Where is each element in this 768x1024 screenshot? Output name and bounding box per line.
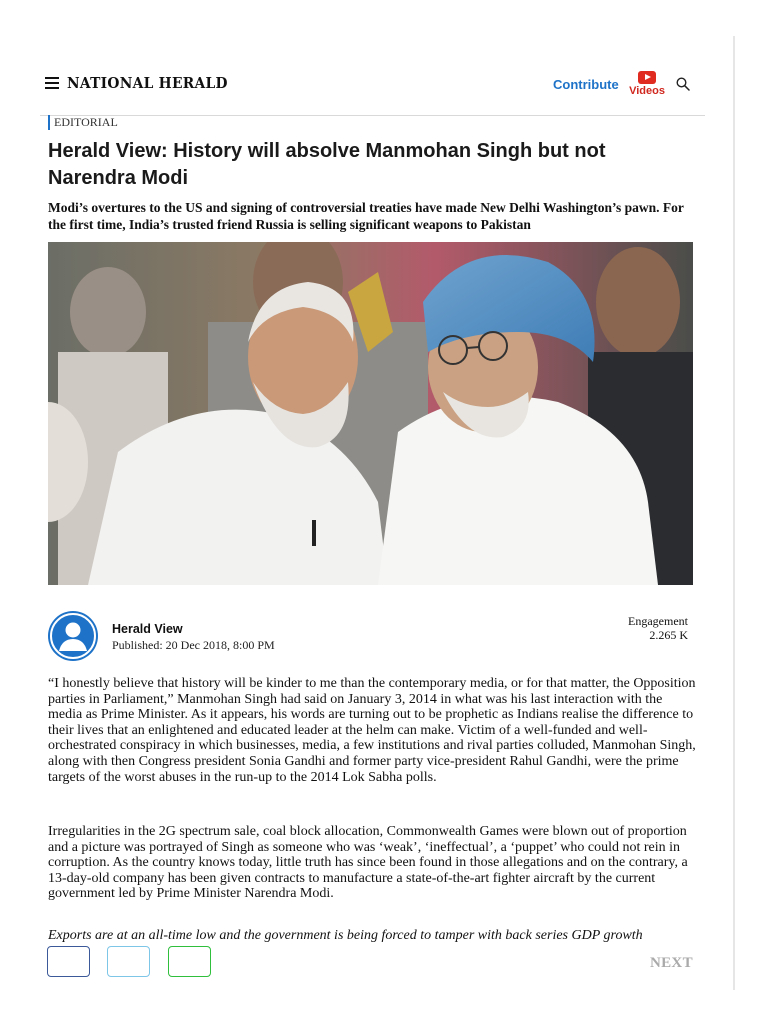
article-paragraph: Irregularities in the 2G spectrum sale, coal block allocation, Commonwealth Games were blown out of proportion and a picture was portrayed of Singh as someone who was ‘weak’, ‘ineffectual’, a ‘puppet’ who could not rein in corruption. As the country knows today, little truth has since been found in those allegations and on the contrary, a 13-day-old company has been given contracts to manufacture a state-of-the-art fighter aircraft by the current government led by Prime Minister Narendra Modi. [48, 824, 688, 902]
article-hero-image [48, 242, 693, 585]
whatsapp-share-button[interactable] [168, 946, 211, 977]
engagement-stat [600, 614, 688, 642]
published-date: Published: 20 Dec 2018, 8:00 PM [112, 638, 275, 652]
videos-label: Videos [629, 85, 665, 97]
author-avatar[interactable] [48, 611, 98, 661]
videos-link[interactable] [627, 71, 667, 99]
article-headline: Herald View: History will absolve Manmohan Singh but not Narendra Modi [48, 140, 606, 189]
article-paragraph: “I honestly believe that history will be kinder to me than the contemporary media, or for that matter, the Opposition parties in Parliament,” Manmohan Singh had said on January 3, 2014 in what was his last interaction with the media as Prime Minister. As it appears, his words are turning out to be prophetic as Indians realise the difference to their lives that an enlightened and educated leader at the helm can make. Victim of a well-funded and well-orchestrated conspiracy in which businesses, media, a few institutions and rival parties colluded, Manmohan Singh, along with then Congress president Sonia Gandhi and former party vice-president Rahul Gandhi, were the prime targets of the worst abuses in the run-up to the 2014 Lok Sabha polls. [48, 676, 696, 785]
author-name[interactable]: Herald View [112, 622, 183, 636]
search-icon[interactable] [676, 77, 690, 91]
engagement-value: 2.265 K [649, 628, 688, 642]
page-edge-divider [733, 36, 735, 990]
header-divider [40, 115, 705, 116]
facebook-share-button[interactable] [47, 946, 90, 977]
next-article-button[interactable]: NEXT [650, 955, 693, 971]
youtube-icon [638, 71, 656, 84]
article-paragraph: Exports are at an all-time low and the government is being forced to tamper with back series GDP growth [48, 928, 643, 942]
contribute-link[interactable]: Contribute [553, 77, 619, 92]
twitter-share-button[interactable] [107, 946, 150, 977]
engagement-label: Engagement [628, 614, 688, 628]
article-standfirst: Modi’s overtures to the US and signing of controversial treaties have made New Delhi Washington’s pawn. For the first time, India’s trusted friend Russia is selling significant weapons to Pakistan [48, 200, 684, 232]
menu-icon[interactable] [45, 77, 59, 89]
section-label[interactable]: EDITORIAL [48, 115, 118, 130]
user-icon [48, 611, 98, 661]
site-logo[interactable]: NATIONAL HERALD [67, 74, 228, 92]
